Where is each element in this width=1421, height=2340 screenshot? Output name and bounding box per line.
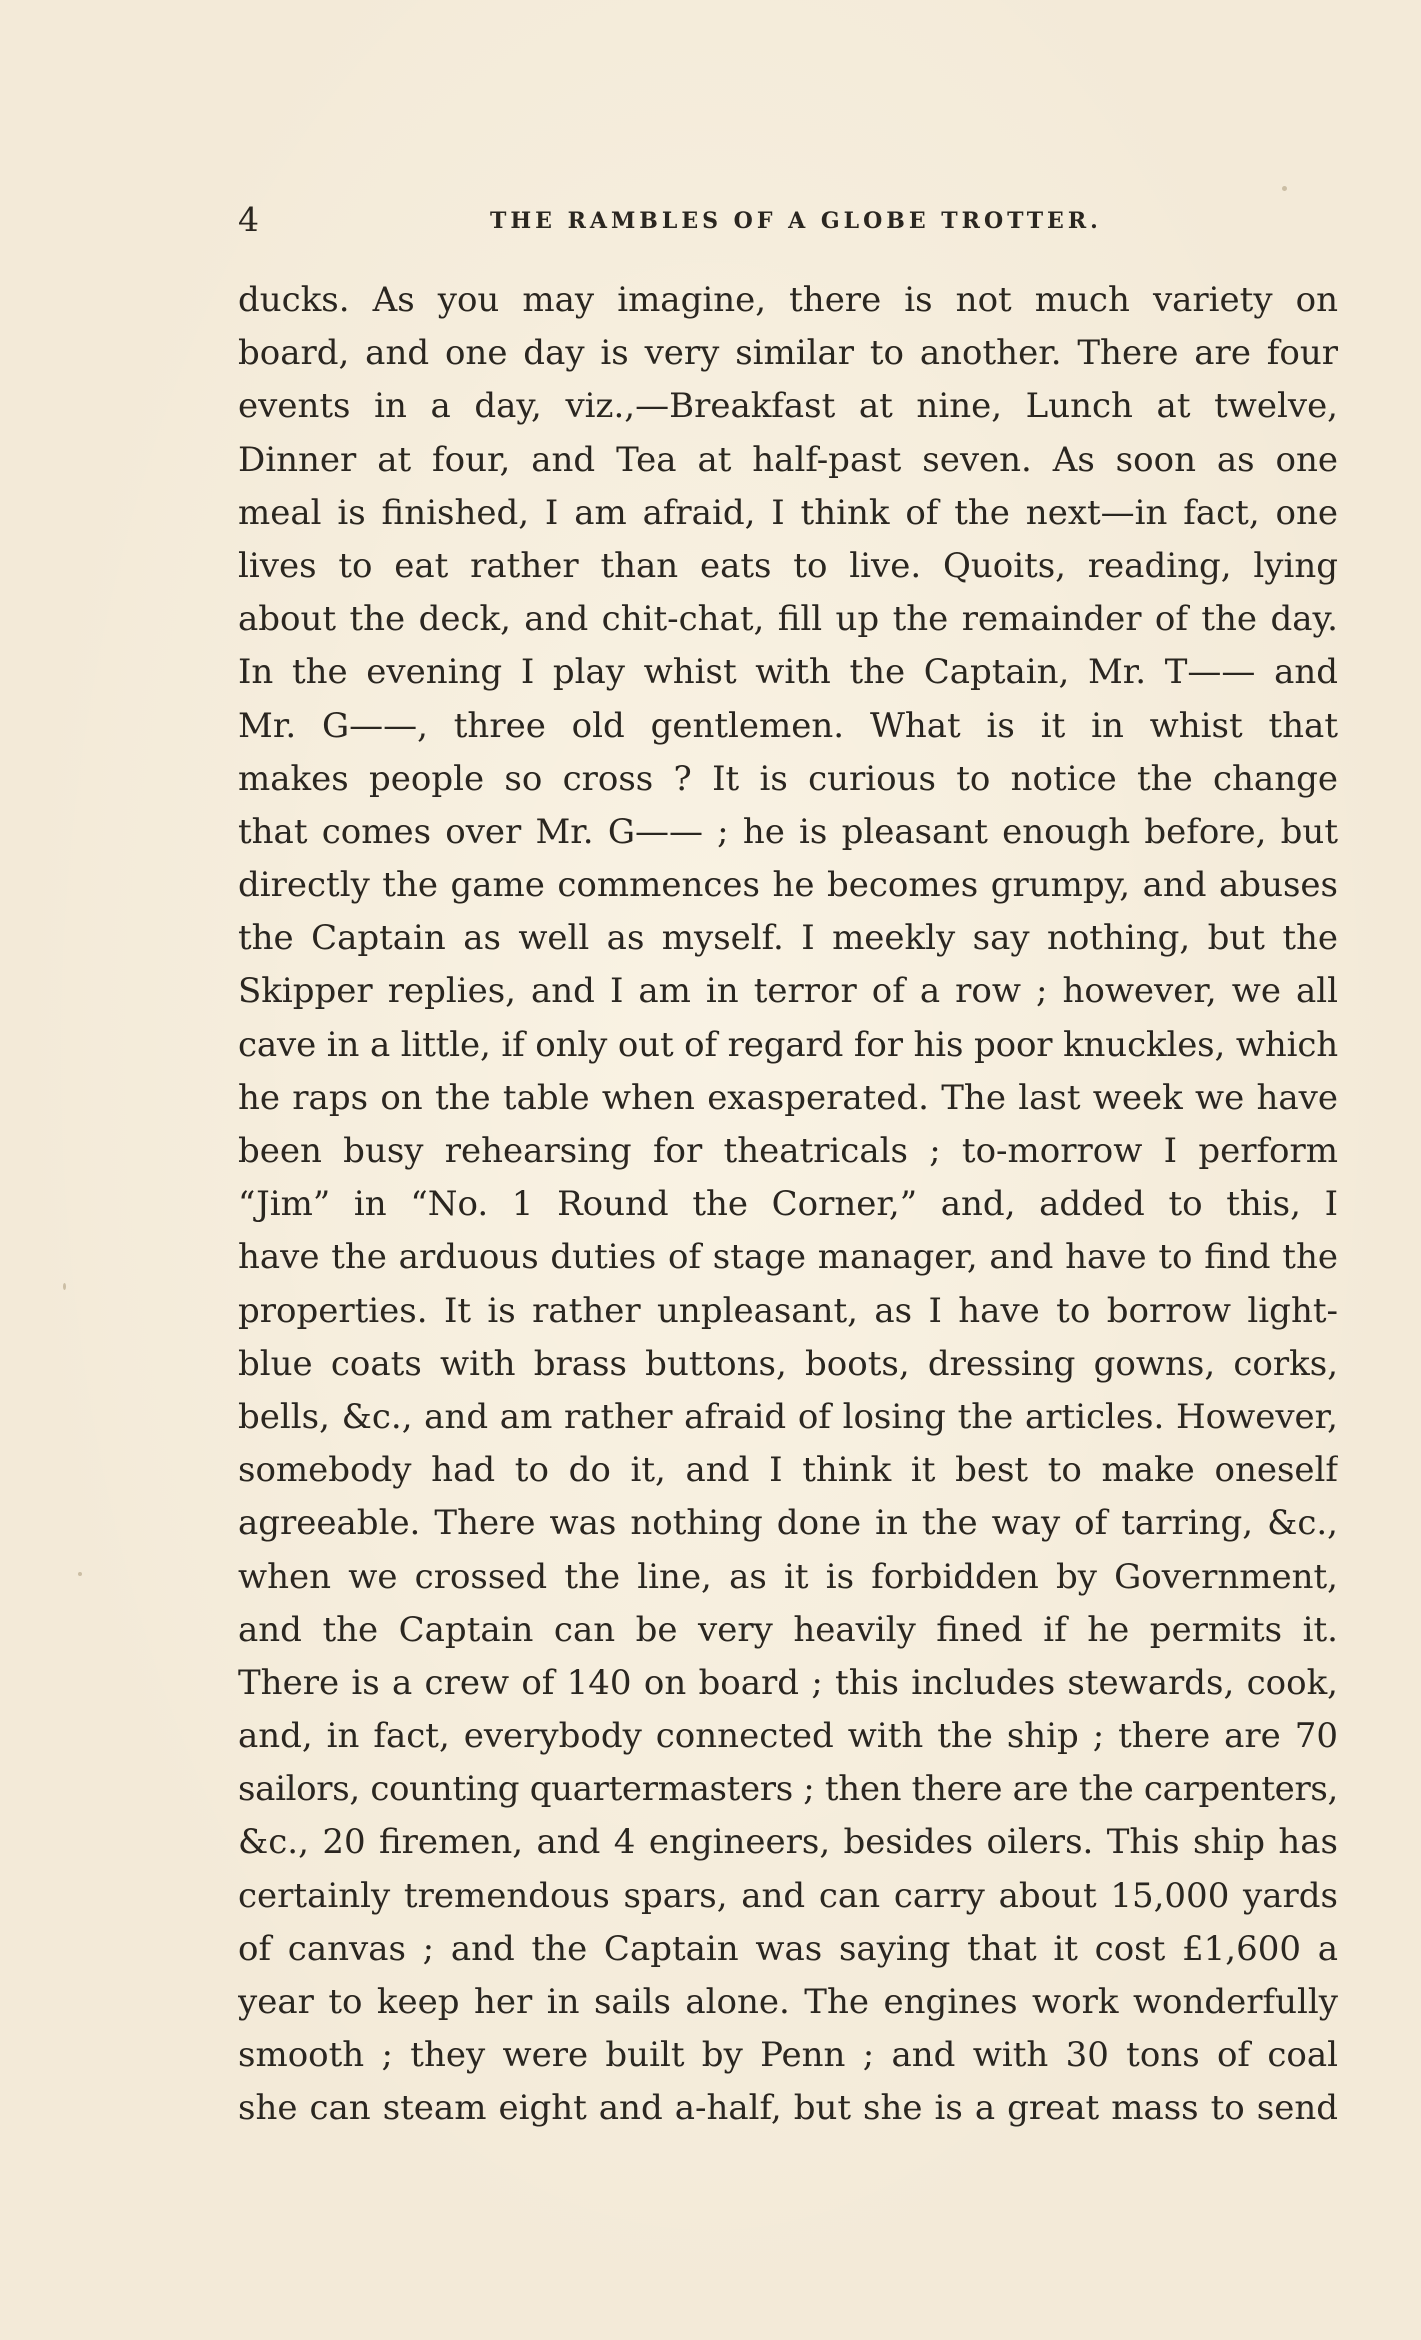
- text-line: about the deck, and chit-chat, fill up the remainder of the day.: [238, 599, 1338, 640]
- text-line: blue coats with brass buttons, boots, dressing gowns, corks,: [238, 1343, 1338, 1384]
- body-text: [238, 274, 1338, 2136]
- text-line: year to keep her in sails alone. The engines work wonderfully: [238, 1982, 1338, 2022]
- text-line: cave in a little, if only out of regard for his poor knuckles, which: [238, 1024, 1338, 1065]
- text-line: somebody had to do it, and I think it best to make oneself: [238, 1450, 1338, 1491]
- page-header: [238, 200, 1338, 240]
- text-line: Mr. G——, three old gentlemen. What is it in whist that: [238, 705, 1338, 746]
- text-line: events in a day, viz.,—Breakfast at nine, Lunch at twelve,: [238, 386, 1338, 427]
- text-line: &c., 20 firemen, and 4 engineers, besides oilers. This ship has: [238, 1822, 1338, 1863]
- text-line: sailors, counting quartermasters ; then there are the carpenters,: [238, 1769, 1338, 1810]
- text-line: and, in fact, everybody connected with the ship ; there are 70: [238, 1716, 1338, 1757]
- paper-speck: [1282, 186, 1287, 191]
- text-line: lives to eat rather than eats to live. Quoits, reading, lying: [238, 545, 1338, 586]
- text-line: ducks. As you may imagine, there is not much variety on: [238, 280, 1338, 320]
- text-line: properties. It is rather unpleasant, as I have to borrow light-: [238, 1290, 1338, 1331]
- text-line: she can steam eight and a-half, but she is a great mass to send: [238, 2088, 1338, 2129]
- text-line: that comes over Mr. G—— ; he is pleasant enough before, but: [238, 811, 1338, 852]
- paper-speck: [78, 1572, 82, 1576]
- text-line: have the arduous duties of stage manager, and have to find the: [238, 1237, 1338, 1278]
- text-line: Skipper replies, and I am in terror of a row ; however, we all: [238, 971, 1338, 1012]
- text-line: There is a crew of 140 on board ; this includes stewards, cook,: [238, 1662, 1338, 1703]
- text-line: been busy rehearsing for theatricals ; to-morrow I perform: [238, 1131, 1338, 1171]
- text-line: board, and one day is very similar to another. There are four: [238, 333, 1338, 374]
- text-line: “Jim” in “No. 1 Round the Corner,” and, added to this, I: [238, 1184, 1338, 1225]
- text-line: directly the game commences he becomes grumpy, and abuses: [238, 865, 1338, 906]
- running-head: THE RAMBLES OF A GLOBE TROTTER.: [490, 208, 1102, 234]
- text-line: the Captain as well as myself. I meekly say nothing, but the: [238, 918, 1338, 959]
- text-line: meal is finished, I am afraid, I think of the next—in fact, one: [238, 492, 1338, 533]
- paper-speck: [63, 1283, 66, 1290]
- page-number: 4: [238, 200, 259, 239]
- text-line: certainly tremendous spars, and can carry about 15,000 yards: [238, 1875, 1338, 1916]
- text-line: makes people so cross ? It is curious to notice the change: [238, 758, 1338, 799]
- text-line: of canvas ; and the Captain was saying that it cost £1,600 a: [238, 1928, 1338, 1969]
- text-line: smooth ; they were built by Penn ; and with 30 tons of coal: [238, 2035, 1338, 2076]
- text-line: when we crossed the line, as it is forbidden by Government,: [238, 1556, 1338, 1597]
- text-line: In the evening I play whist with the Captain, Mr. T—— and: [238, 652, 1338, 693]
- text-line: agreeable. There was nothing done in the way of tarring, &c.,: [238, 1503, 1338, 1544]
- text-line: he raps on the table when exasperated. The last week we have: [238, 1077, 1338, 1118]
- text-line: bells, &c., and am rather afraid of losing the articles. However,: [238, 1396, 1338, 1437]
- text-line: Dinner at four, and Tea at half-past seven. As soon as one: [238, 439, 1338, 480]
- text-line: and the Captain can be very heavily fined if he permits it.: [238, 1609, 1338, 1650]
